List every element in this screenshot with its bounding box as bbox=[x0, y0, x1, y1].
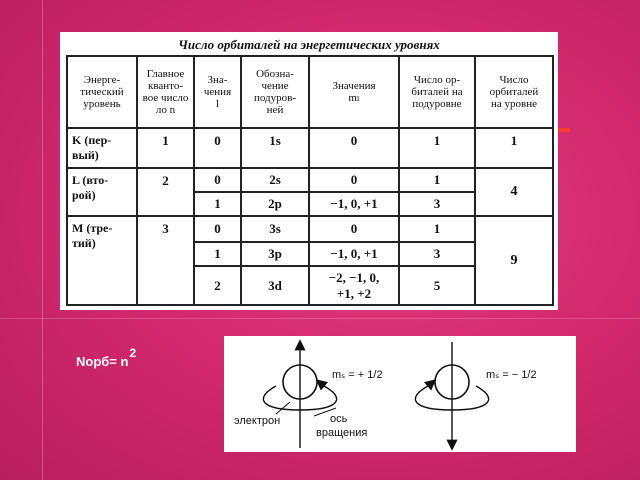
n-value: 3 bbox=[137, 216, 194, 305]
orbital-count: 3 bbox=[399, 242, 475, 266]
table-title: Число орбиталей на энергетических уровнях bbox=[178, 37, 440, 52]
header-level: Энерге- тический уровень bbox=[67, 56, 137, 128]
ml-value: 0 bbox=[309, 168, 399, 192]
sublevel-value: 3s bbox=[241, 216, 309, 242]
orbital-count: 1 bbox=[399, 128, 475, 168]
level-total: 4 bbox=[475, 168, 553, 216]
orbital-count: 1 bbox=[399, 216, 475, 242]
electron-spin-down bbox=[415, 342, 488, 448]
sublevel-value: 2s bbox=[241, 168, 309, 192]
l-value: 0 bbox=[194, 168, 241, 192]
orbital-table-card bbox=[60, 32, 558, 310]
orbital-count: 5 bbox=[399, 266, 475, 305]
ml-value: 0 bbox=[309, 128, 399, 168]
ml-value: −1, 0, +1 bbox=[309, 192, 399, 216]
l-value: 0 bbox=[194, 128, 241, 168]
ml-value: 0 bbox=[309, 216, 399, 242]
sublevel-value: 2p bbox=[241, 192, 309, 216]
guide-line-vertical bbox=[42, 0, 43, 480]
level-total: 1 bbox=[475, 128, 553, 168]
level-m: M (тре- тий) bbox=[67, 216, 137, 305]
spin-down-label: mₛ = − 1/2 bbox=[486, 369, 537, 381]
spin-diagram bbox=[224, 336, 576, 452]
spin-up-label: mₛ = + 1/2 bbox=[332, 369, 383, 381]
table-row bbox=[67, 168, 553, 192]
orbital-count-formula bbox=[76, 346, 137, 369]
guide-line-horizontal bbox=[0, 318, 640, 319]
n-value: 2 bbox=[137, 168, 194, 216]
header-ml-values: Значения mₗ bbox=[309, 56, 399, 128]
ml-value: −2, −1, 0, +1, +2 bbox=[309, 266, 399, 305]
orbital-count: 1 bbox=[399, 168, 475, 192]
axis-label: ось bbox=[330, 413, 348, 425]
sublevel-value: 3p bbox=[241, 242, 309, 266]
table-row bbox=[67, 128, 553, 168]
header-orbitals-per-sublevel: Число ор- биталей на подуровне bbox=[399, 56, 475, 128]
sublevel-value: 3d bbox=[241, 266, 309, 305]
level-k: K (пер- вый) bbox=[67, 128, 137, 168]
header-l-values: Зна- чения l bbox=[194, 56, 241, 128]
sublevel-value: 1s bbox=[241, 128, 309, 168]
header-sublevel: Обозна- чение подуров- ней bbox=[241, 56, 309, 128]
l-value: 1 bbox=[194, 242, 241, 266]
header-principal-quantum-number: Главное кванто- вое число ло n bbox=[137, 56, 194, 128]
ml-value: −1, 0, +1 bbox=[309, 242, 399, 266]
orbital-count: 3 bbox=[399, 192, 475, 216]
level-total: 9 bbox=[475, 216, 553, 305]
rotation-label: вращения bbox=[316, 427, 368, 439]
table-row bbox=[67, 216, 553, 242]
l-value: 0 bbox=[194, 216, 241, 242]
n-value: 1 bbox=[137, 128, 194, 168]
spin-diagram-card bbox=[224, 336, 576, 452]
header-orbitals-per-level: Число орбиталей на уровне bbox=[475, 56, 553, 128]
l-value: 1 bbox=[194, 192, 241, 216]
l-value: 2 bbox=[194, 266, 241, 305]
formula-base: Nорб= n bbox=[76, 354, 129, 369]
formula-exponent: 2 bbox=[129, 346, 137, 360]
electron-label: электрон bbox=[234, 415, 281, 427]
orbital-table bbox=[66, 55, 554, 306]
level-l: L (вто- рой) bbox=[67, 168, 137, 216]
